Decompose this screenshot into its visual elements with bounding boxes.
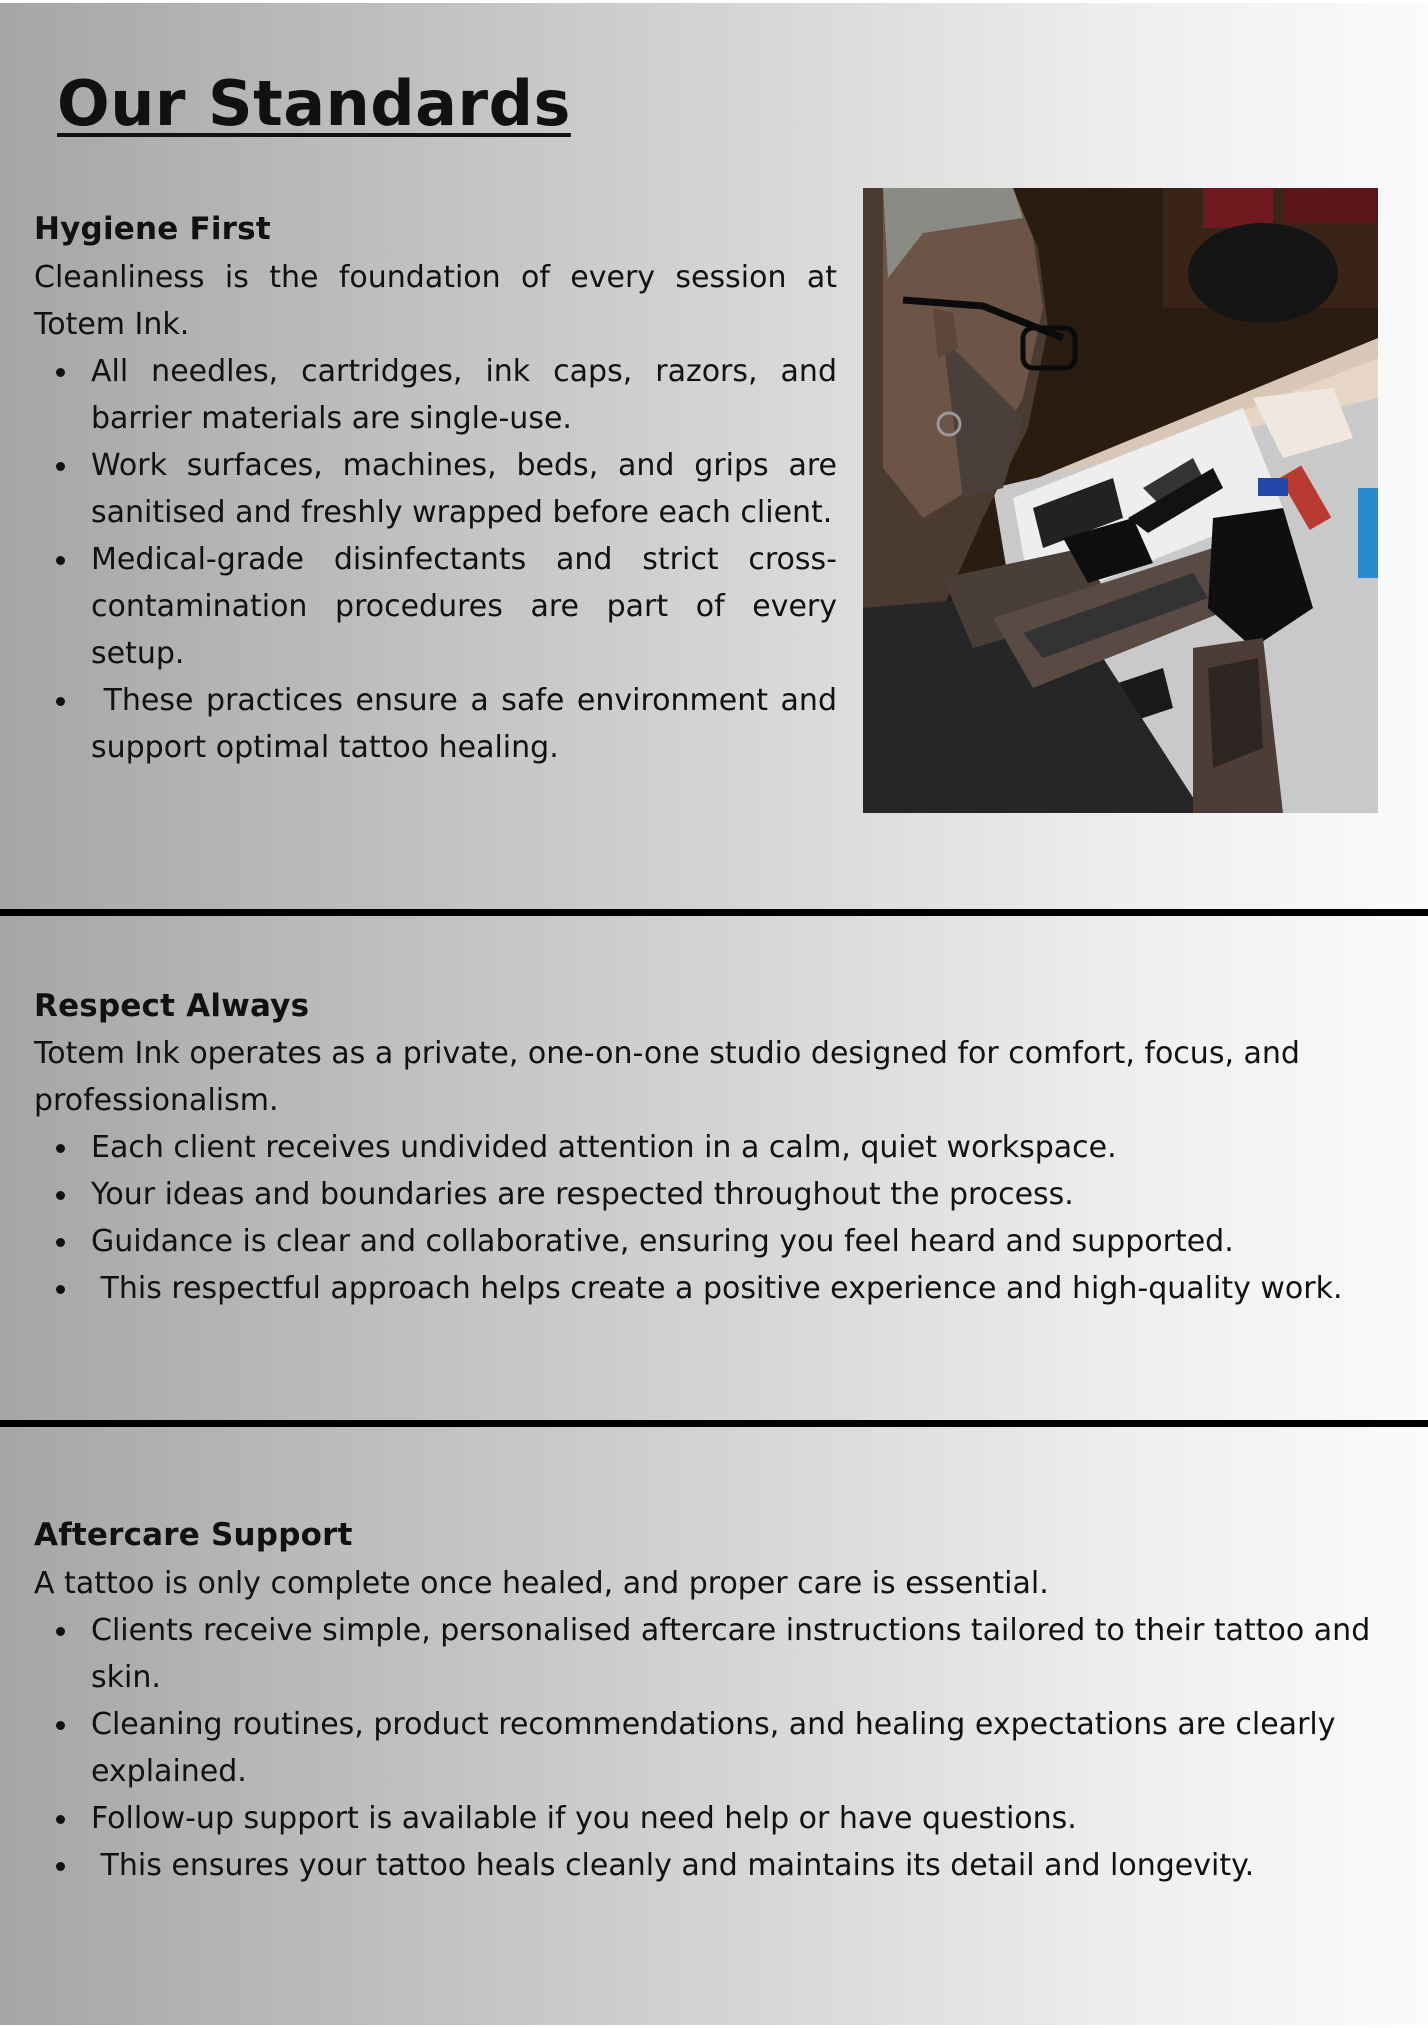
bullet-dot [56,1238,65,1247]
list-item: Your ideas and boundaries are respected throughout the process. [34,1171,1404,1218]
list-item: This respectful approach helps create a positive experience and high-quality work. [34,1265,1404,1312]
tattoo-artist-photo [863,188,1378,813]
list-item: Work surfaces, machines, beds, and grips are sanitised and freshly wrapped before each client. [34,442,837,536]
bullet-dot [56,1862,65,1871]
bullet-list-respect [34,1124,1404,1312]
section-intro-aftercare: A tattoo is only complete once healed, and proper care is essential. [34,1566,1049,1601]
list-item: All needles, cartridges, ink caps, razors, and barrier materials are single-use. [34,348,837,442]
list-item: Medical-grade disinfectants and strict cross-contamination procedures are part of every setup. [34,536,837,677]
list-item: Cleaning routines, product recommendations, and healing expectations are clearly explained. [34,1701,1374,1795]
section-divider [0,1420,1428,1427]
section-heading-aftercare: Aftercare Support [34,1517,353,1553]
section-heading-respect: Respect Always [34,988,310,1024]
section-divider [0,909,1428,916]
bullet-dot [56,462,65,471]
bullet-dot [56,368,65,377]
bullet-list-hygiene [34,348,847,771]
page-title: Our Standards [57,67,571,140]
bullet-dot [56,1815,65,1824]
section-intro-respect: Totem Ink operates as a private, one-on-one studio designed for comfort, focus, and professionalism. [34,1036,1300,1118]
bullet-dot [56,556,65,565]
list-item: Follow-up support is available if you need help or have questions. [34,1795,1374,1842]
section-heading-hygiene: Hygiene First [34,211,271,247]
list-item: Guidance is clear and collaborative, ensuring you feel heard and supported. [34,1218,1404,1265]
page [0,3,1428,2025]
list-item: Clients receive simple, personalised aftercare instructions tailored to their tattoo and skin. [34,1607,1374,1701]
list-item: This ensures your tattoo heals cleanly and maintains its detail and longevity. [34,1842,1374,1889]
bullet-list-aftercare [34,1607,1374,1889]
bullet-dot [56,1721,65,1730]
bullet-dot [56,1191,65,1200]
section-intro-hygiene: Cleanliness is the foundation of every session at Totem Ink. [34,260,837,342]
bullet-dot [56,1144,65,1153]
bullet-dot [56,1285,65,1294]
list-item: Each client receives undivided attention in a calm, quiet workspace. [34,1124,1404,1171]
bullet-dot [56,697,65,706]
bullet-dot [56,1627,65,1636]
photo-illustration [863,188,1378,813]
list-item: These practices ensure a safe environment and support optimal tattoo healing. [34,677,837,771]
